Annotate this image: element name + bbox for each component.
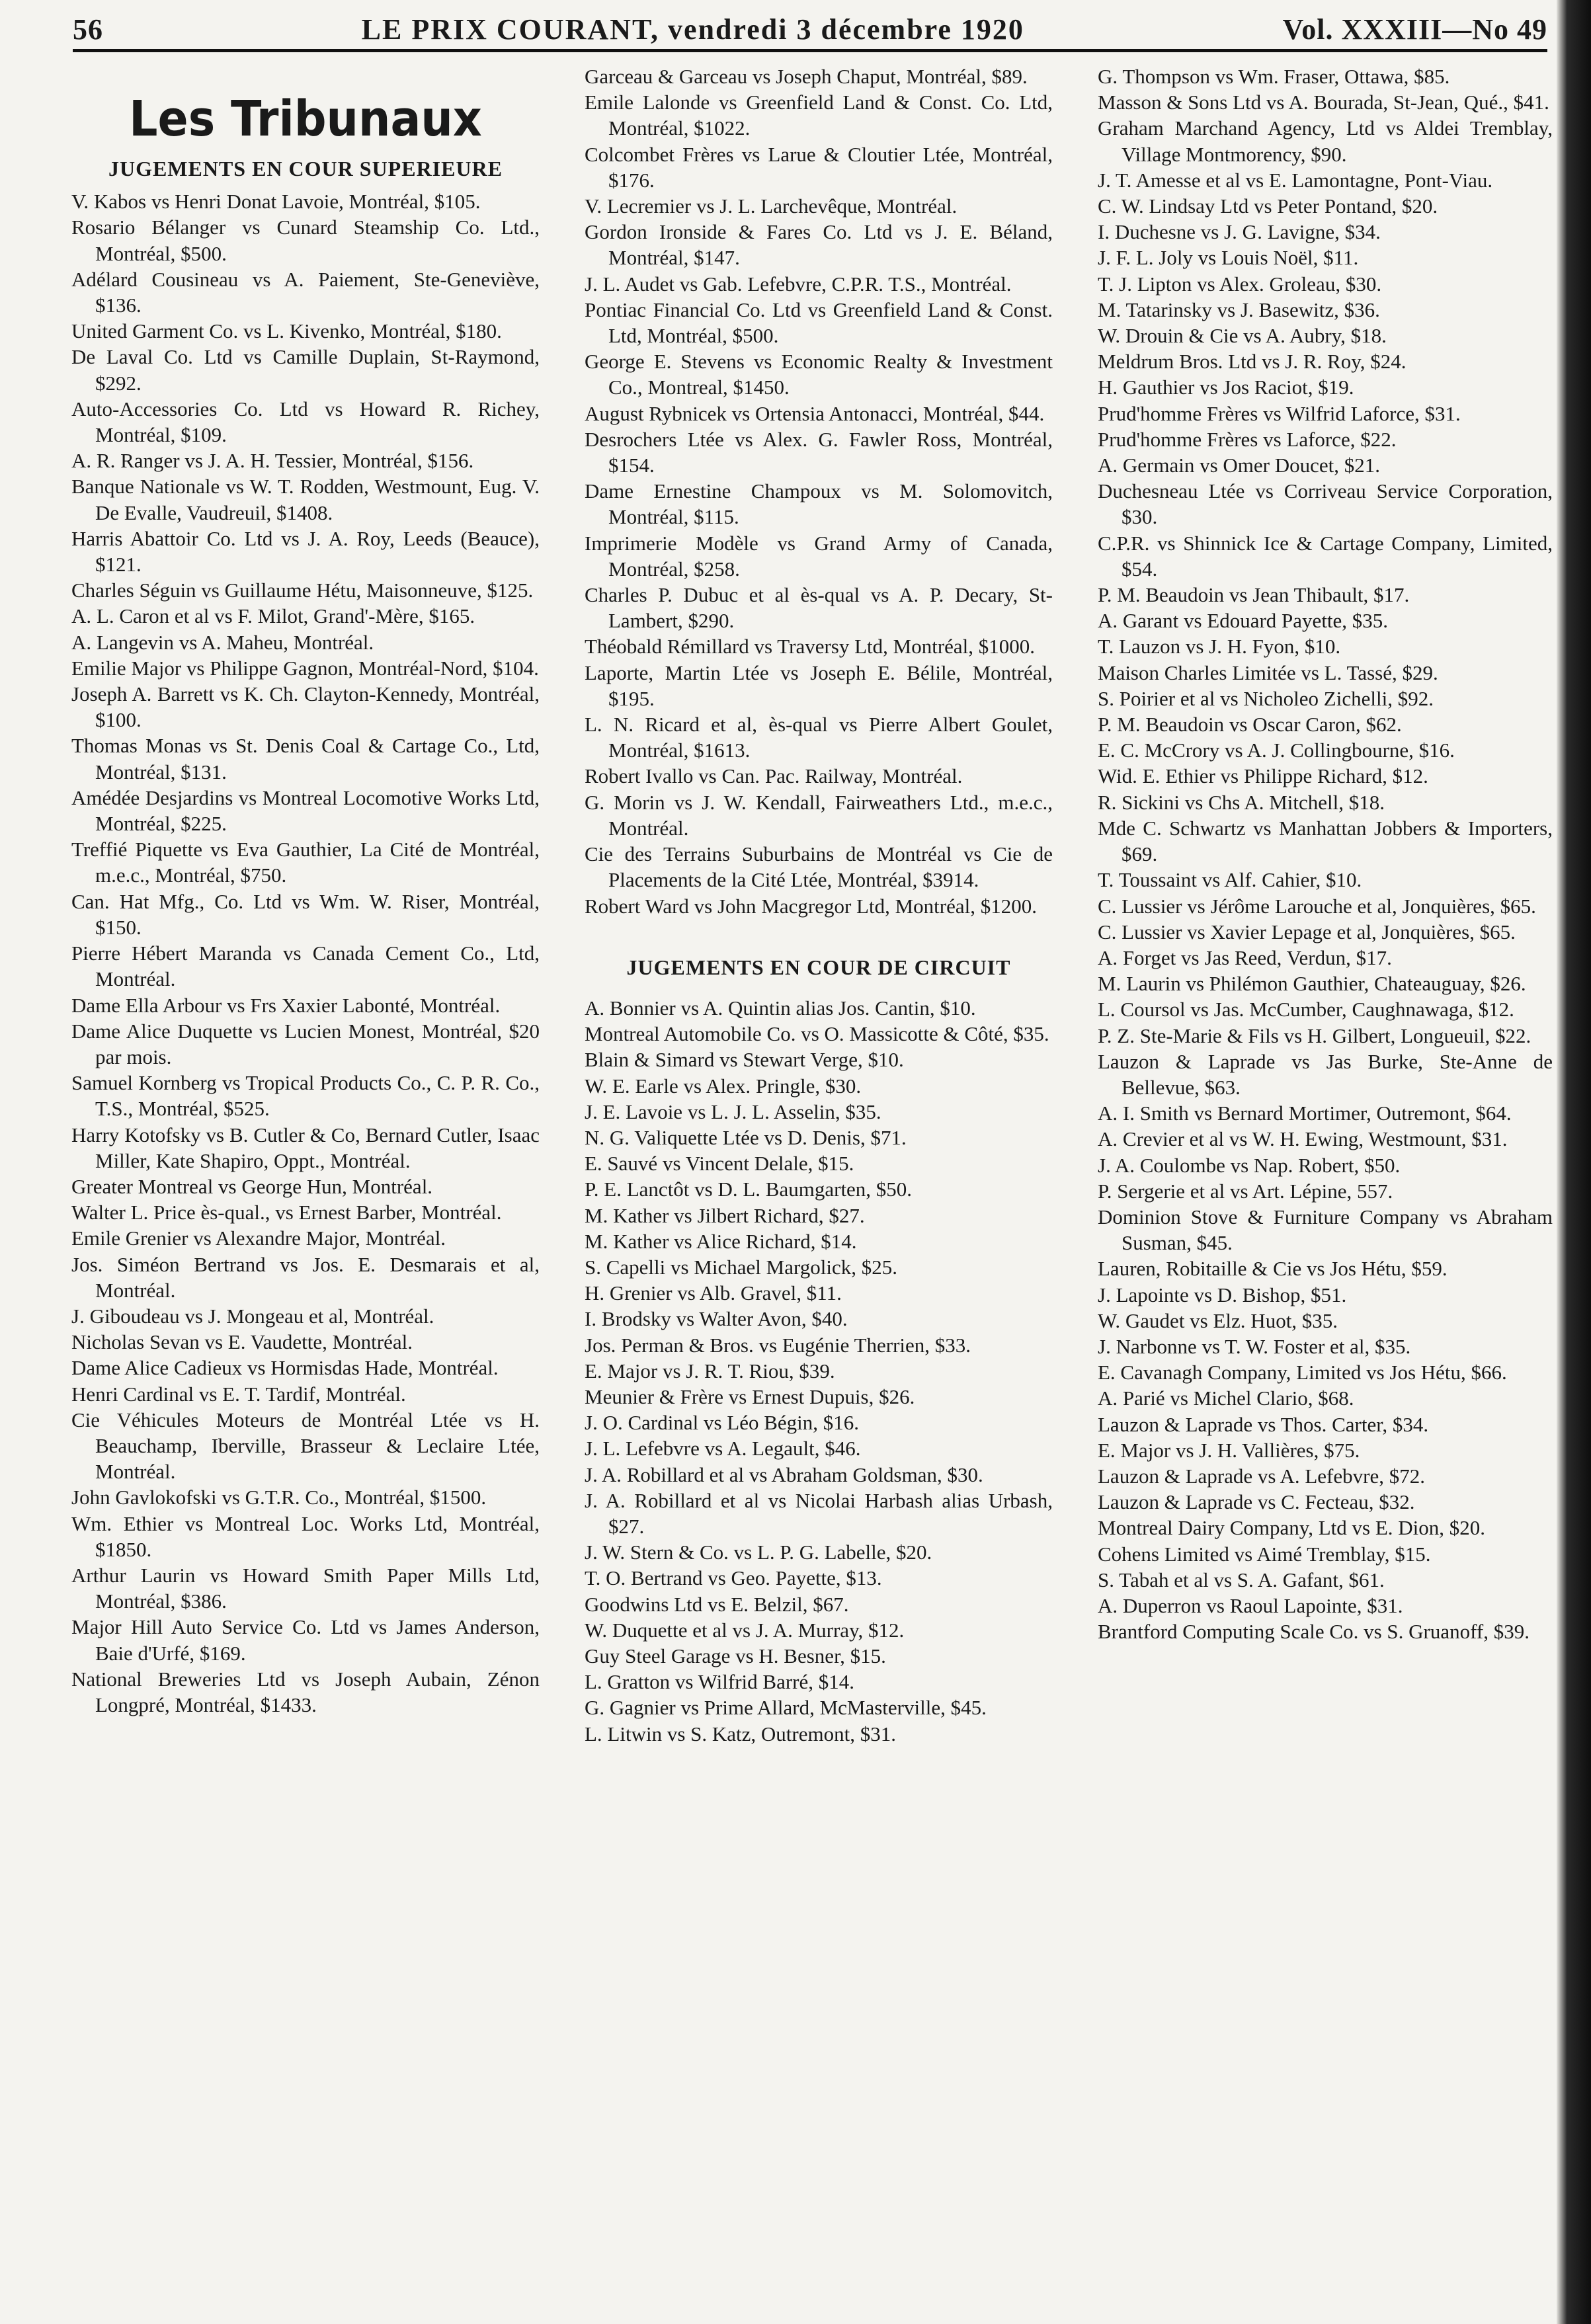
judgment-entry: M. Laurin vs Philémon Gauthier, Chateauguay, $26. bbox=[1098, 972, 1526, 996]
judgment-entry: E. Cavanagh Company, Limited vs Jos Hétu, $66. bbox=[1098, 1361, 1507, 1384]
judgment-entry: Dame Ernestine Champoux vs M. Solomovitch, Montréal, $115. bbox=[585, 479, 1053, 529]
judgment-entry: E. Major vs J. R. T. Riou, $39. bbox=[585, 1359, 835, 1382]
judgment-entry: A. L. Caron et al vs F. Milot, Grand'-Mère, $165. bbox=[71, 604, 475, 628]
judgment-entry: J. A. Robillard et al vs Abraham Goldsman, $30. bbox=[585, 1463, 983, 1486]
judgment-entry: Graham Marchand Agency, Ltd vs Aldei Tremblay, Village Montmorency, $90. bbox=[1098, 116, 1553, 166]
judgment-entry: A. Duperron vs Raoul Lapointe, $31. bbox=[1098, 1593, 1403, 1617]
judgment-entry: A. Germain vs Omer Doucet, $21. bbox=[1098, 454, 1381, 477]
judgment-entry: Lauzon & Laprade vs C. Fecteau, $32. bbox=[1098, 1490, 1415, 1514]
judgment-entry: Prud'homme Frères vs Wilfrid Laforce, $31. bbox=[1098, 401, 1461, 425]
judgment-entry: A. Parié vs Michel Clario, $68. bbox=[1098, 1386, 1354, 1410]
judgment-entry: Montreal Dairy Company, Ltd vs E. Dion, $20. bbox=[1098, 1516, 1486, 1540]
scan-edge-shadow bbox=[1557, 0, 1591, 2324]
judgment-entry: De Laval Co. Ltd vs Camille Duplain, St-Raymond, $292. bbox=[71, 345, 540, 395]
judgment-entry: T. J. Lipton vs Alex. Groleau, $30. bbox=[1098, 272, 1382, 296]
judgment-entry: Harris Abattoir Co. Ltd vs J. A. Roy, Leeds (Beauce), $121. bbox=[71, 526, 540, 577]
judgment-entry: Pierre Hébert Maranda vs Canada Cement Co., Ltd, Montréal. bbox=[71, 942, 540, 991]
judgment-entry: J. L. Lefebvre vs A. Legault, $46. bbox=[585, 1437, 861, 1461]
judgment-entry: A. Garant vs Edouard Payette, $35. bbox=[1098, 609, 1389, 633]
judgment-entry: C. Lussier vs Xavier Lepage et al, Jonquières, $65. bbox=[1098, 920, 1516, 943]
judgment-entry: George E. Stevens vs Economic Realty & Investment Co., Montreal, $1450. bbox=[585, 350, 1053, 399]
judgment-entry: Treffié Piquette vs Eva Gauthier, La Cité de Montréal, m.e.c., Montréal, $750. bbox=[71, 838, 540, 887]
judgment-entry: A. R. Ranger vs J. A. H. Tessier, Montréal, $156. bbox=[71, 449, 474, 473]
page-number: 56 bbox=[73, 13, 103, 46]
judgment-entry: W. Gaudet vs Elz. Huot, $35. bbox=[1098, 1308, 1338, 1332]
judgment-entry: W. Duquette et al vs J. A. Murray, $12. bbox=[585, 1618, 905, 1642]
judgment-entry: Garceau & Garceau vs Joseph Chaput, Montréal, $89. bbox=[585, 65, 1028, 88]
circuit-court-heading: JUGEMENTS EN COUR DE CIRCUIT bbox=[626, 955, 1011, 979]
judgment-entry: C. W. Lindsay Ltd vs Peter Pontand, $20. bbox=[1098, 194, 1438, 218]
judgment-entry: A. Crevier et al vs W. H. Ewing, Westmount, $31. bbox=[1098, 1127, 1508, 1151]
column-3 bbox=[1098, 63, 1553, 1644]
judgment-entry: Prud'homme Frères vs Laforce, $22. bbox=[1098, 427, 1397, 451]
judgment-entry: Montreal Automobile Co. vs O. Massicotte & Côté, $35. bbox=[585, 1022, 1049, 1046]
judgment-entry: Can. Hat Mfg., Co. Ltd vs Wm. W. Riser, Montréal, $150. bbox=[71, 889, 540, 939]
judgment-entry: E. Sauvé vs Vincent Delale, $15. bbox=[585, 1152, 854, 1176]
judgment-entry: A. Forget vs Jas Reed, Verdun, $17. bbox=[1098, 945, 1392, 969]
judgment-entry: Thomas Monas vs St. Denis Coal & Cartage Co., Ltd, Montréal, $131. bbox=[71, 734, 540, 783]
judgment-entry: Desrochers Ltée vs Alex. G. Fawler Ross, Montréal, $154. bbox=[585, 427, 1053, 477]
judgment-entry: Mde C. Schwartz vs Manhattan Jobbers & Importers, $69. bbox=[1098, 816, 1553, 866]
judgment-entry: Samuel Kornberg vs Tropical Products Co., C. P. R. Co., T.S., Montréal, $525. bbox=[71, 1071, 540, 1121]
judgment-entry: Lauzon & Laprade vs A. Lefebvre, $72. bbox=[1098, 1464, 1425, 1488]
judgment-entry: G. Gagnier vs Prime Allard, McMasterville, $45. bbox=[585, 1696, 987, 1720]
judgment-entry: Jos. Perman & Bros. vs Eugénie Therrien, $33. bbox=[585, 1333, 971, 1357]
judgment-entry: P. E. Lanctôt vs D. L. Baumgarten, $50. bbox=[585, 1178, 913, 1201]
judgment-entry: N. G. Valiquette Ltée vs D. Denis, $71. bbox=[585, 1125, 907, 1149]
judgment-entry: G. Morin vs J. W. Kendall, Fairweathers Ltd., m.e.c., Montréal. bbox=[585, 790, 1053, 840]
judgment-entry: Masson & Sons Ltd vs A. Bourada, St-Jean, Qué., $41. bbox=[1098, 91, 1549, 114]
section-title: Les Tribunaux bbox=[129, 91, 482, 147]
judgment-entry: Théobald Rémillard vs Traversy Ltd, Montréal, $1000. bbox=[585, 635, 1036, 659]
judgment-entry: August Rybnicek vs Ortensia Antonacci, Montréal, $44. bbox=[585, 401, 1045, 425]
judgment-entry: Dame Alice Cadieux vs Hormisdas Hade, Montréal. bbox=[71, 1356, 499, 1380]
judgment-entry: W. E. Earle vs Alex. Pringle, $30. bbox=[585, 1074, 862, 1098]
judgment-entry: Auto-Accessories Co. Ltd vs Howard R. Richey, Montréal, $109. bbox=[71, 397, 540, 447]
judgment-entry: Guy Steel Garage vs H. Besner, $15. bbox=[585, 1644, 886, 1667]
judgments-list-1 bbox=[71, 188, 540, 1718]
judgment-entry: Amédée Desjardins vs Montreal Locomotive Works Ltd, Montréal, $225. bbox=[71, 785, 540, 836]
judgment-entry: V. Kabos vs Henri Donat Lavoie, Montréal, $105. bbox=[71, 190, 481, 214]
judgment-entry: L. Litwin vs S. Katz, Outremont, $31. bbox=[585, 1722, 896, 1745]
judgment-entry: Gordon Ironside & Fares Co. Ltd vs J. E. Béland, Montréal, $147. bbox=[585, 220, 1053, 270]
judgment-entry: Wm. Ethier vs Montreal Loc. Works Ltd, Montréal, $1850. bbox=[71, 1511, 540, 1561]
judgment-entry: T. Toussaint vs Alf. Cahier, $10. bbox=[1098, 868, 1362, 892]
judgment-entry: Nicholas Sevan vs E. Vaudette, Montréal. bbox=[71, 1330, 413, 1354]
judgment-entry: J. A. Coulombe vs Nap. Robert, $50. bbox=[1098, 1153, 1401, 1177]
judgment-entry: Emilie Major vs Philippe Gagnon, Montréal-Nord, $104. bbox=[71, 656, 539, 680]
judgment-entry: J. Giboudeau vs J. Mongeau et al, Montréal. bbox=[71, 1304, 434, 1328]
judgment-entry: Dame Alice Duquette vs Lucien Monest, Montréal, $20 par mois. bbox=[71, 1019, 540, 1068]
judgment-entry: Robert Ward vs John Macgregor Ltd, Montréal, $1200. bbox=[585, 894, 1037, 918]
judgment-entry: Pontiac Financial Co. Ltd vs Greenfield Land & Const. Ltd, Montréal, $500. bbox=[585, 298, 1053, 348]
judgment-entry: Emile Grenier vs Alexandre Major, Montréal. bbox=[71, 1226, 446, 1250]
judgment-entry: National Breweries Ltd vs Joseph Aubain, Zénon Longpré, Montréal, $1433. bbox=[71, 1667, 540, 1716]
judgment-entry: Walter L. Price ès-qual., vs Ernest Barber, Montréal. bbox=[71, 1201, 502, 1224]
judgment-entry: Colcombet Frères vs Larue & Cloutier Ltée, Montréal, $176. bbox=[585, 142, 1053, 192]
column-1 bbox=[71, 63, 540, 1718]
newspaper-title: LE PRIX COURANT, vendredi 3 décembre 1920 bbox=[361, 13, 1024, 46]
judgment-entry: G. Thompson vs Wm. Fraser, Ottawa, $85. bbox=[1098, 65, 1450, 88]
judgment-entry: P. Sergerie et al vs Art. Lépine, 557. bbox=[1098, 1179, 1393, 1203]
judgment-entry: H. Grenier vs Alb. Gravel, $11. bbox=[585, 1281, 842, 1305]
judgment-entry: Lauzon & Laprade vs Thos. Carter, $34. bbox=[1098, 1412, 1429, 1436]
judgment-entry: Cie des Terrains Suburbains de Montréal vs Cie de Placements de la Cité Ltée, Montréal, $3914. bbox=[585, 842, 1053, 892]
judgment-entry: S. Poirier et al vs Nicholeo Zichelli, $92. bbox=[1098, 686, 1434, 710]
judgment-entry: L. Coursol vs Jas. McCumber, Caughnawaga, $12. bbox=[1098, 998, 1514, 1022]
page-header bbox=[73, 5, 1547, 52]
judgment-entry: P. M. Beaudoin vs Oscar Caron, $62. bbox=[1098, 713, 1402, 737]
judgment-entry: Cohens Limited vs Aimé Tremblay, $15. bbox=[1098, 1542, 1431, 1566]
judgment-entry: S. Capelli vs Michael Margolick, $25. bbox=[585, 1255, 897, 1279]
judgment-entry: C. Lussier vs Jérôme Larouche et al, Jonquières, $65. bbox=[1098, 894, 1536, 918]
judgment-entry: Major Hill Auto Service Co. Ltd vs James Anderson, Baie d'Urfé, $169. bbox=[71, 1615, 540, 1665]
judgment-entry: E. Major vs J. H. Vallières, $75. bbox=[1098, 1438, 1360, 1462]
judgment-entry: E. C. McCrory vs A. J. Collingbourne, $16. bbox=[1098, 739, 1455, 762]
judgment-entry: J. L. Audet vs Gab. Lefebvre, C.P.R. T.S., Montréal. bbox=[585, 272, 1012, 296]
judgment-entry: Meldrum Bros. Ltd vs J. R. Roy, $24. bbox=[1098, 350, 1407, 374]
judgment-entry: C.P.R. vs Shinnick Ice & Cartage Company, Limited, $54. bbox=[1098, 531, 1553, 581]
judgment-entry: A. Bonnier vs A. Quintin alias Jos. Cantin, $10. bbox=[585, 996, 976, 1020]
judgments-list-2 bbox=[585, 63, 1053, 919]
judgment-entry: Joseph A. Barrett vs K. Ch. Clayton-Kennedy, Montréal, $100. bbox=[71, 682, 540, 732]
judgment-entry: P. Z. Ste-Marie & Fils vs H. Gilbert, Longueuil, $22. bbox=[1098, 1023, 1531, 1047]
judgment-entry: Meunier & Frère vs Ernest Dupuis, $26. bbox=[585, 1384, 915, 1408]
judgment-entry: A. Langevin vs A. Maheu, Montréal. bbox=[71, 630, 374, 654]
judgment-entry: Laporte, Martin Ltée vs Joseph E. Bélile, Montréal, $195. bbox=[585, 661, 1053, 710]
judgment-entry: Harry Kotofsky vs B. Cutler & Co, Bernard Cutler, Isaac Miller, Kate Shapiro, Oppt., Montréal. bbox=[71, 1123, 540, 1172]
judgment-entry: H. Gauthier vs Jos Raciot, $19. bbox=[1098, 376, 1354, 399]
volume-label: Vol. XXXIII—No 49 bbox=[1282, 13, 1547, 46]
judgment-entry: J. T. Amesse et al vs E. Lamontagne, Pont-Viau. bbox=[1098, 168, 1493, 192]
judgment-entry: A. I. Smith vs Bernard Mortimer, Outremont, $64. bbox=[1098, 1102, 1512, 1125]
judgment-entry: United Garment Co. vs L. Kivenko, Montréal, $180. bbox=[71, 319, 502, 343]
judgment-entry: M. Kather vs Alice Richard, $14. bbox=[585, 1229, 857, 1253]
judgments-list-4 bbox=[1098, 63, 1553, 1644]
judgment-entry: T. Lauzon vs J. H. Fyon, $10. bbox=[1098, 635, 1341, 659]
judgment-entry: Lauzon & Laprade vs Jas Burke, Ste-Anne de Bellevue, $63. bbox=[1098, 1049, 1553, 1099]
judgment-entry: Brantford Computing Scale Co. vs S. Gruanoff, $39. bbox=[1098, 1620, 1530, 1644]
judgment-entry: P. M. Beaudoin vs Jean Thibault, $17. bbox=[1098, 583, 1410, 607]
judgment-entry: Banque Nationale vs W. T. Rodden, Westmount, Eug. V. De Evalle, Vaudreuil, $1408. bbox=[71, 475, 540, 524]
judgment-entry: J. O. Cardinal vs Léo Bégin, $16. bbox=[585, 1411, 860, 1435]
judgment-entry: Duchesneau Ltée vs Corriveau Service Corporation, $30. bbox=[1098, 479, 1553, 529]
judgment-entry: Greater Montreal vs George Hun, Montréal. bbox=[71, 1174, 433, 1198]
judgment-entry: J. Lapointe vs D. Bishop, $51. bbox=[1098, 1283, 1347, 1306]
judgment-entry: S. Tabah et al vs S. A. Gafant, $61. bbox=[1098, 1568, 1385, 1591]
judgment-entry: Emile Lalonde vs Greenfield Land & Const. Co. Ltd, Montréal, $1022. bbox=[585, 91, 1053, 140]
judgment-entry: J. W. Stern & Co. vs L. P. G. Labelle, $20. bbox=[585, 1541, 932, 1564]
judgment-entry: J. E. Lavoie vs L. J. L. Asselin, $35. bbox=[585, 1100, 881, 1123]
judgment-entry: L. Gratton vs Wilfrid Barré, $14. bbox=[585, 1670, 854, 1694]
judgment-entry: W. Drouin & Cie vs A. Aubry, $18. bbox=[1098, 324, 1387, 348]
judgment-entry: Imprimerie Modèle vs Grand Army of Canada, Montréal, $258. bbox=[585, 531, 1053, 581]
judgment-entry: John Gavlokofski vs G.T.R. Co., Montréal, $1500. bbox=[71, 1486, 487, 1509]
judgment-entry: R. Sickini vs Chs A. Mitchell, $18. bbox=[1098, 790, 1385, 814]
judgment-entry: I. Duchesne vs J. G. Lavigne, $34. bbox=[1098, 220, 1381, 244]
judgment-entry: Goodwins Ltd vs E. Belzil, $67. bbox=[585, 1592, 849, 1616]
judgment-entry: Lauren, Robitaille & Cie vs Jos Hétu, $59. bbox=[1098, 1257, 1448, 1281]
judgment-entry: Rosario Bélanger vs Cunard Steamship Co. Ltd., Montréal, $500. bbox=[71, 216, 540, 265]
judgment-entry: Arthur Laurin vs Howard Smith Paper Mills Ltd, Montréal, $386. bbox=[71, 1563, 540, 1613]
judgment-entry: Charles P. Dubuc et al ès-qual vs A. P. Decary, St-Lambert, $290. bbox=[585, 583, 1053, 633]
judgment-entry: M. Kather vs Jilbert Richard, $27. bbox=[585, 1203, 865, 1227]
judgment-entry: Adélard Cousineau vs A. Paiement, Ste-Geneviève, $136. bbox=[71, 267, 540, 317]
judgment-entry: Blain & Simard vs Stewart Verge, $10. bbox=[585, 1048, 904, 1072]
judgment-entry: M. Tatarinsky vs J. Basewitz, $36. bbox=[1098, 298, 1380, 321]
judgment-entry: Wid. E. Ethier vs Philippe Richard, $12. bbox=[1098, 764, 1428, 788]
judgment-entry: Henri Cardinal vs E. T. Tardif, Montréal. bbox=[71, 1382, 406, 1406]
column-2 bbox=[585, 63, 1053, 1747]
judgment-entry: T. O. Bertrand vs Geo. Payette, $13. bbox=[585, 1566, 882, 1590]
judgment-entry: Maison Charles Limitée vs L. Tassé, $29. bbox=[1098, 661, 1438, 684]
judgment-entry: J. A. Robillard et al vs Nicolai Harbash alias Urbash, $27. bbox=[585, 1488, 1053, 1538]
judgment-entry: V. Lecremier vs J. L. Larchevêque, Montréal. bbox=[585, 194, 958, 218]
judgment-entry: L. N. Ricard et al, ès-qual vs Pierre Albert Goulet, Montréal, $1613. bbox=[585, 713, 1053, 762]
judgment-entry: Robert Ivallo vs Can. Pac. Railway, Montréal. bbox=[585, 764, 963, 788]
judgment-entry: Charles Séguin vs Guillaume Hétu, Maisonneuve, $125. bbox=[71, 579, 534, 602]
judgments-list-3 bbox=[585, 995, 1053, 1747]
superior-court-heading: JUGEMENTS EN COUR SUPERIEURE bbox=[108, 157, 503, 180]
judgment-entry: I. Brodsky vs Walter Avon, $40. bbox=[585, 1307, 848, 1331]
judgment-entry: J. F. L. Joly vs Louis Noël, $11. bbox=[1098, 246, 1359, 270]
judgment-entry: Dominion Stove & Furniture Company vs Abraham Susman, $45. bbox=[1098, 1205, 1553, 1255]
judgment-entry: Jos. Siméon Bertrand vs Jos. E. Desmarais et al, Montréal. bbox=[71, 1252, 540, 1302]
judgment-entry: J. Narbonne vs T. W. Foster et al, $35. bbox=[1098, 1334, 1411, 1358]
judgment-entry: Dame Ella Arbour vs Frs Xaxier Labonté, Montréal. bbox=[71, 993, 501, 1017]
judgment-entry: Cie Véhicules Moteurs de Montréal Ltée vs H. Beauchamp, Iberville, Brasseur & Leclaire Ltée, Montréal. bbox=[71, 1408, 540, 1484]
